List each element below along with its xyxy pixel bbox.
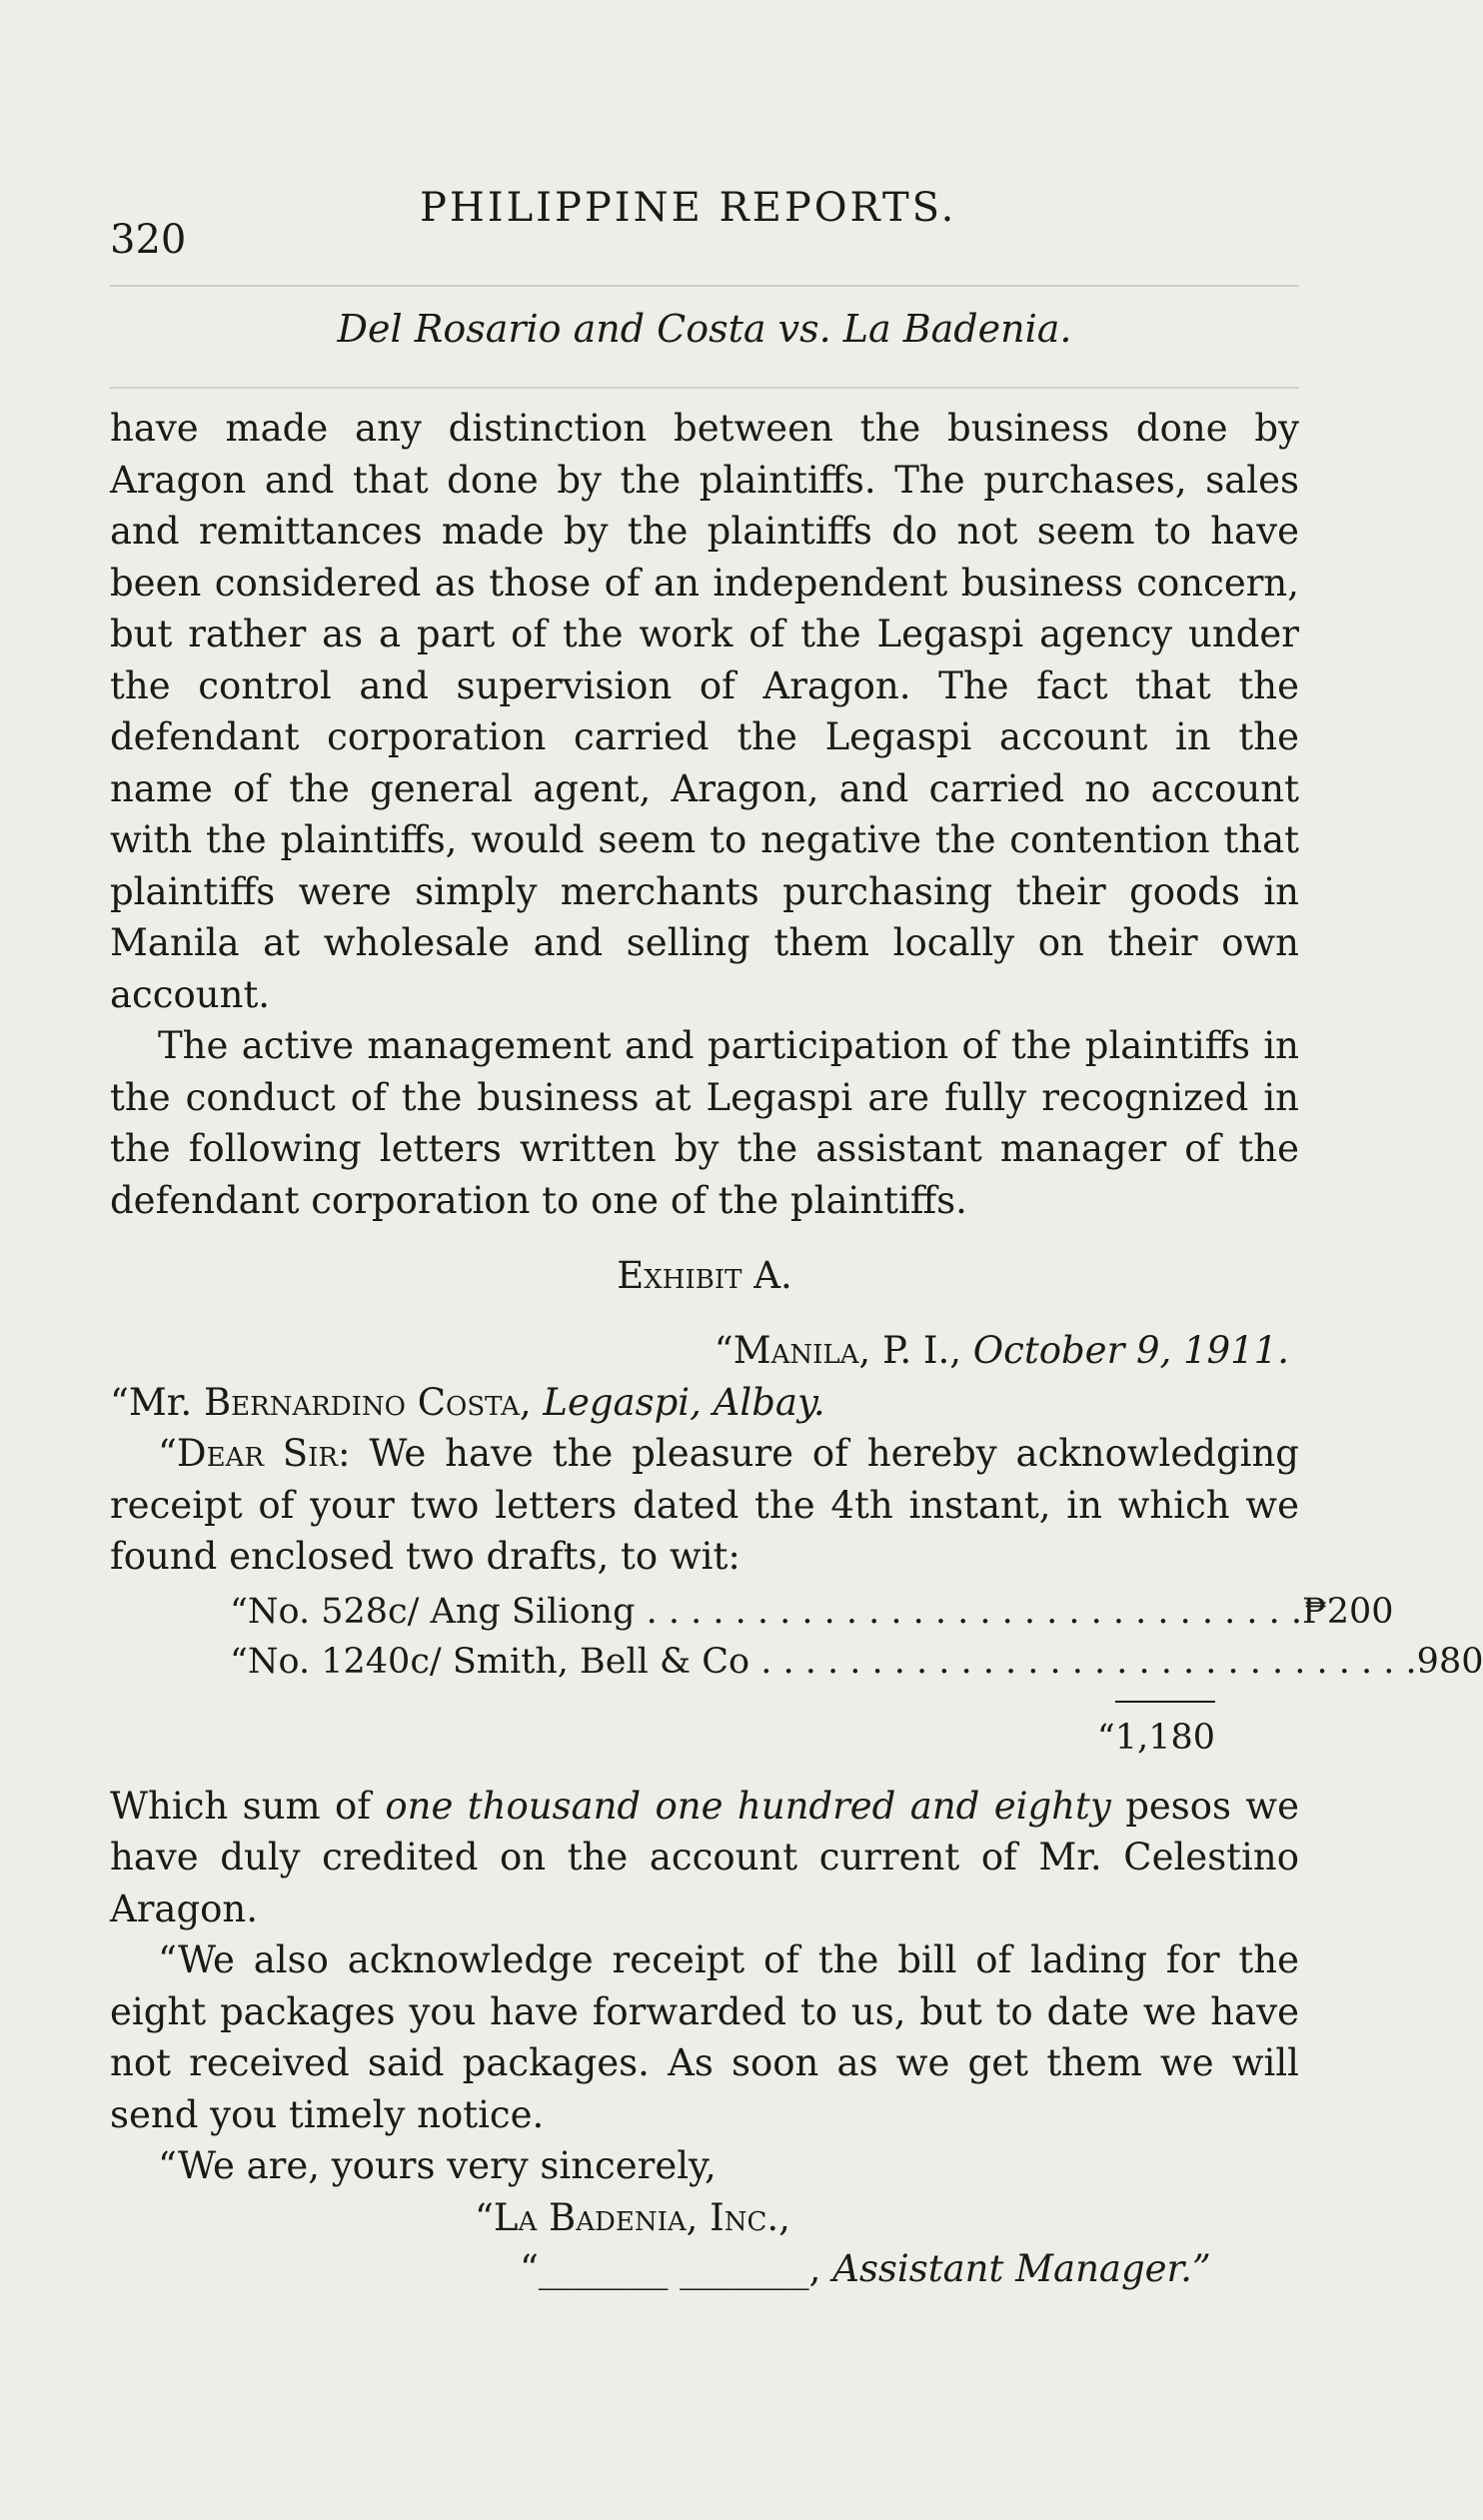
dateline-place: “Manila, P. I.,: [714, 1329, 962, 1372]
page-header: [110, 165, 1299, 263]
addressee-location: Legaspi, Albay.: [543, 1380, 825, 1424]
letter-closing: “We are, yours very sincerely,: [158, 2144, 717, 2187]
draft-number: “No. 1240: [230, 1641, 411, 1682]
leader-dots: . . . . . . . . . . . . . . . . . . . . . . . . . . . . . .: [635, 1591, 1303, 1632]
letter-opening-paragraph: [110, 1428, 1299, 1583]
sum-suffix: pesos we have duly credited on the account current of Mr. Celestino Aragon.: [110, 1784, 1299, 1930]
draft-row: [110, 1637, 1483, 1687]
draft-amount: 980: [1416, 1641, 1483, 1682]
exhibit-heading: Exhibit A.: [617, 1254, 792, 1297]
document-page: [110, 165, 1483, 2463]
running-head: PHILIPPINE REPORTS.: [420, 185, 957, 231]
drafts-total: “1,180: [1096, 1717, 1215, 1758]
case-title: Del Rosario and Costa vs. La Badenia.: [337, 307, 1072, 351]
draft-payee: c/ Ang Siliong: [388, 1591, 636, 1632]
signature-blank: “_______ _______,: [520, 2247, 821, 2290]
body-paragraph-2: The active management and participation of the plaintiffs in the conduct of the business at Legaspi are fully recognized in the following letters written by the assistant manager of the defendant corporation to one of the plaintiffs.: [110, 1024, 1299, 1222]
addressee-name: Bernardino Costa,: [203, 1380, 532, 1424]
letter-opening: We have the pleasure of hereby acknowledging receipt of your two letters dated the 4th instant, in which we found enclosed two drafts, to wit:: [110, 1432, 1299, 1578]
draft-payee-line: [388, 1587, 1302, 1637]
letter-addressee: [110, 1377, 1299, 1429]
case-title-rule: [110, 387, 1299, 389]
signature-title: Assistant Manager.”: [832, 2247, 1211, 2290]
draft-payee: c/ Smith, Bell & Co: [410, 1641, 750, 1682]
leader-dots: . . . . . . . . . . . . . . . . . . . . . . . . . . . . . .: [749, 1641, 1417, 1682]
draft-number: “No. 528: [230, 1591, 389, 1632]
salutation: “Dear Sir:: [158, 1432, 351, 1475]
draft-row: [110, 1587, 1394, 1637]
header-rule: [110, 285, 1299, 287]
sum-words: one thousand one hundred and eighty: [385, 1784, 1111, 1828]
sum-paragraph: [110, 1781, 1299, 1935]
draft-payee-line: [410, 1637, 1416, 1687]
total-rule: [1115, 1701, 1215, 1703]
bill-of-lading-paragraph: “We also acknowledge receipt of the bill of lading for the eight packages you have forwarded to us, but to date we have not received said packages. As soon as we get them we will send you timely notice.: [110, 1938, 1299, 2136]
signature-line: [110, 2243, 1299, 2295]
company-signature: “La Badenia, Inc.,: [475, 2195, 790, 2239]
letter-dateline: [110, 1325, 1299, 1377]
dateline-date: October 9, 1911.: [972, 1329, 1289, 1372]
drafts-list: [110, 1587, 1483, 1687]
body-paragraph-1: have made any distinction between the business done by Aragon and that done by the plaintiffs. The purchases, sales and remittances made by the plaintiffs do not seem to have been considered as those of an independent business concern, but rather as a part of the work of the Legaspi agency under the control and supervision of Aragon. The fact that the defendant corporation carried the Legaspi account in the name of the general agent, Aragon, and carried no account with the plaintiffs, would seem to negative the contention that plaintiffs were simply merchants purchasing their goods in Manila at wholesale and selling them locally on their own account.: [110, 407, 1299, 1016]
draft-amount: ₱200: [1302, 1591, 1394, 1632]
page-number: 320: [110, 217, 187, 263]
sum-prefix: Which sum of: [110, 1784, 371, 1828]
addressee-prefix: “Mr.: [110, 1380, 193, 1424]
